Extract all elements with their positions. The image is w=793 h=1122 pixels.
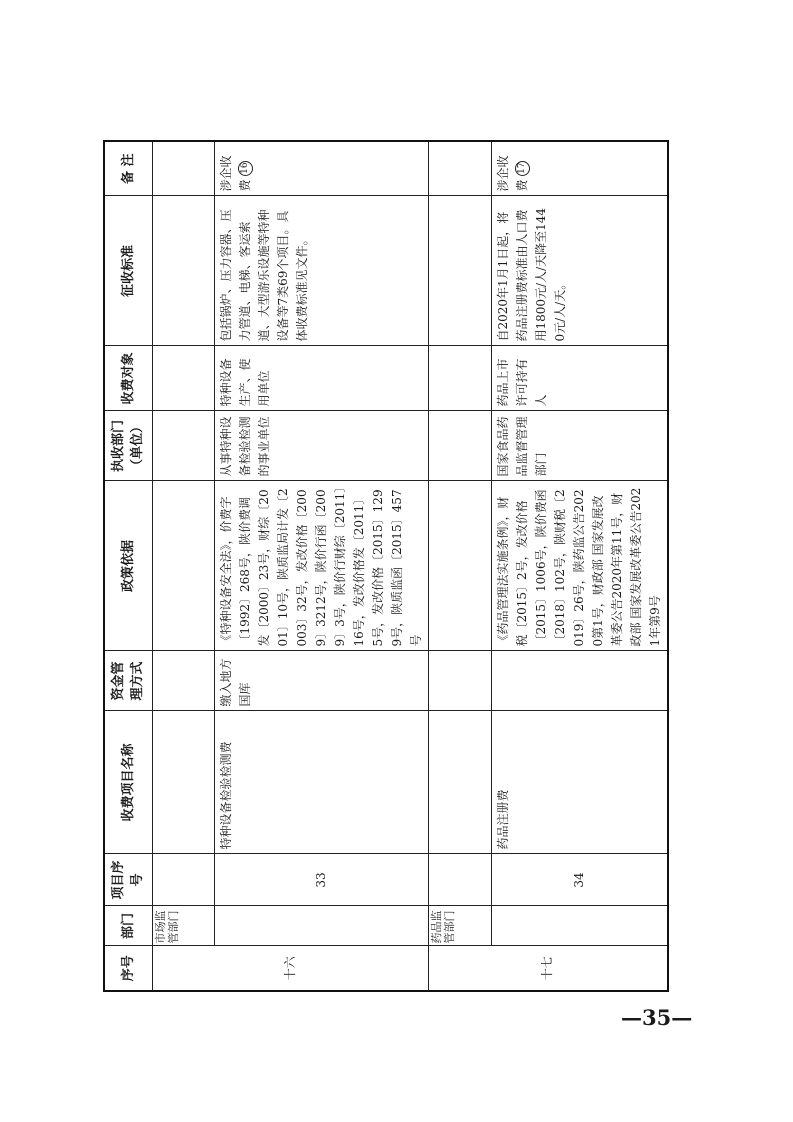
- item-unit: 国家食品药品监督管理部门: [491, 411, 668, 481]
- fee-table: [103, 140, 669, 992]
- note-text: 涉企收费: [495, 155, 529, 192]
- header-row: [104, 141, 152, 991]
- group-seq: 十六: [152, 946, 428, 991]
- note-mark: 16: [238, 161, 253, 176]
- header-name: 收费项目名称: [104, 711, 152, 854]
- item-fund: [491, 651, 668, 711]
- header-item-no: 项目序号: [104, 854, 152, 906]
- item-fund: 缴入地方国库: [214, 651, 428, 711]
- header-note: 备 注: [104, 141, 152, 196]
- item-target: 药品上市许可持有人: [491, 346, 668, 411]
- table-row: [214, 141, 428, 991]
- item-note: [491, 141, 668, 196]
- item-policy: 《药品管理法实施条例》，财税〔2015〕2号，发改价格〔2015〕1006号，陕价费函〔2018〕102号，陕财税〔2019〕26号，陕药监公告2020第1号，财政部 国家发展改革委公告2020年第11号，财政部 国家发展改革委公告2021年第9号: [491, 481, 668, 651]
- group-row-17: [428, 141, 491, 991]
- header-seq: 序号: [104, 946, 152, 991]
- item-policy: 《特种设备安全法》，价费字〔1992〕268号，陕价费调发〔2000〕23号，财综〔2001〕10号，陕质监局计发〔2003〕32号，发改价格〔2009〕3212号，陕价行函〔2009〕3号，陕价行财综〔2011〕16号，发改价格发〔2011〕5号，发改价格〔2015〕1299号，陕质监函〔2015〕457号: [214, 481, 428, 651]
- item-standard: 自2020年1月1日起，将药品注册费标准由人口费用1800元/人/天降至1440元/人/天。: [491, 196, 668, 346]
- header-standard: 征收标准: [104, 196, 152, 346]
- item-no: 33: [214, 854, 428, 906]
- page-number: —35—: [621, 1005, 693, 1030]
- header-fund: 资金管理方式: [104, 651, 152, 711]
- item-unit: 从事特种设备检验检测的事业单位: [214, 411, 428, 481]
- note-mark: 17: [515, 161, 530, 176]
- item-target: 特种设备生产、使用单位: [214, 346, 428, 411]
- item-no: 34: [491, 854, 668, 906]
- note-text: 涉企收费: [218, 155, 252, 192]
- table-row: [491, 141, 668, 991]
- group-seq: 十七: [428, 946, 668, 991]
- item-name: 特种设备检验检测费: [214, 711, 428, 854]
- item-name: 药品注册费: [491, 711, 668, 854]
- item-note: [214, 141, 428, 196]
- header-unit: 执收部门（单位）: [104, 411, 152, 481]
- group-row-16: [152, 141, 214, 991]
- header-policy: 政策依据: [104, 481, 152, 651]
- fee-table-rotated: [103, 142, 662, 992]
- group-dept: 市场监管部门: [152, 906, 214, 946]
- group-dept: 药品监管部门: [428, 906, 491, 946]
- header-target: 收费对象: [104, 346, 152, 411]
- header-dept: 部门: [104, 906, 152, 946]
- item-standard: 包括锅炉、压力容器、压力管道、电梯、客运索道、大型游乐设施等特种设备等7类69个项目。具体收费标准见文件。: [214, 196, 428, 346]
